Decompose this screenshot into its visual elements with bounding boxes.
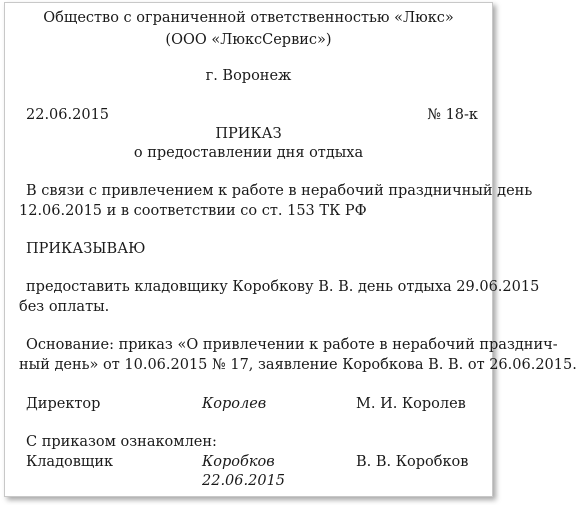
paragraph-1-line-2: 12.06.2015 и в соответствии со ст. 153 ТК РФ <box>19 203 367 219</box>
acquainted-label: С приказом ознакомлен: <box>26 434 217 450</box>
paragraph-1-line-1: В связи с привлечением к работе в нерабочий праздничный день <box>26 183 533 199</box>
order-number: № 18-к <box>427 107 478 123</box>
basis-line-1: Основание: приказ «О привлечении к работе в нерабочий празднич- <box>26 337 558 353</box>
paragraph-2-line-2: без оплаты. <box>19 299 110 315</box>
basis-line-2: ный день» от 10.06.2015 № 17, заявление Коробкова В. В. от 26.06.2015. <box>19 357 577 373</box>
storekeeper-date: 22.06.2015 <box>202 473 286 489</box>
document-page <box>4 2 577 497</box>
document-subtitle: о предоставлении дня отдыха <box>133 145 364 161</box>
storekeeper-name: В. В. Коробков <box>356 454 469 470</box>
order-date: 22.06.2015 <box>26 107 110 123</box>
storekeeper-role: Кладовщик <box>26 454 114 470</box>
city: г. Воронеж <box>205 68 292 84</box>
director-signature: Королев <box>202 396 267 412</box>
director-name: М. И. Королев <box>356 396 466 412</box>
director-role: Директор <box>26 396 101 412</box>
paragraph-2-line-1: предоставить кладовщику Коробкову В. В. день отдыха 29.06.2015 <box>26 279 540 295</box>
organization-short-name: (ООО «ЛюксСервис») <box>165 32 332 48</box>
organization-name: Общество с ограниченной ответственностью «Люкс» <box>43 10 454 26</box>
order-keyword: ПРИКАЗЫВАЮ <box>26 241 146 257</box>
document-title: ПРИКАЗ <box>215 126 282 142</box>
storekeeper-signature: Коробков <box>202 454 275 470</box>
